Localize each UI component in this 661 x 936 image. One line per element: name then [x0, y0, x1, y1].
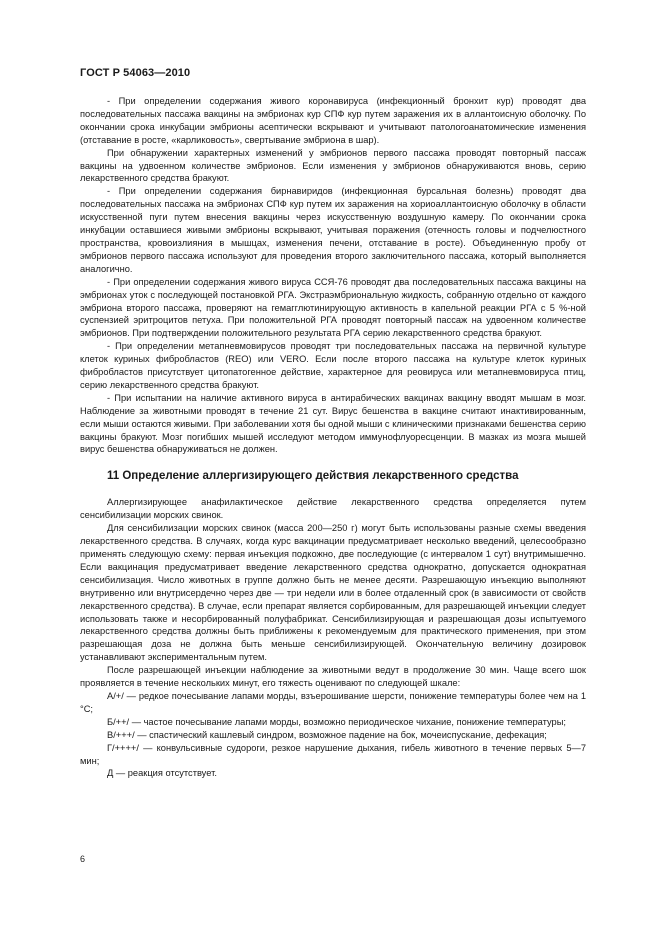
standard-designation: ГОСТ Р 54063—2010: [80, 67, 191, 79]
scale-item: Г/++++/ — конвульсивные судороги, резкое нарушение дыхания, гибель животного в течение первых 5—7 мин;: [80, 742, 586, 766]
paragraph: - При определении содержания живого вируса ССЯ-76 проводят два последовательных пассажа вакцины на эмбрионах уток с последующей постановкой РГА. Экстраэмбриональную жидкость, собранную отдельно от каждого эмбриона второго пассажа, проверяют на гемагглютинирующую активность в капельной реакции РГА с 5 %-ной суспензией эритроцитов петуха. При положительной РГА проводят повторный пассаж на удвоенном количестве эмбрионов. При подтверждении положительного результата РГА серию лекарственного средства бракуют.: [80, 276, 586, 339]
scale-item: Б/++/ — частое почесывание лапами морды, возможно периодическое чихание, понижение температуры;: [107, 716, 566, 727]
paragraph: После разрешающей инъекции наблюдение за животными ведут в продолжение 30 мин. Чаще всего шок проявляется в течение нескольких минут, его тяжесть оценивают по следующей шкале:: [80, 665, 586, 689]
paragraph: Аллергизирующее анафилактическое действие лекарственного средства определяется путем сенсибилизации морских свинок.: [80, 497, 586, 521]
section-heading: 11 Определение аллергизирующего действия лекарственного средства: [107, 470, 519, 483]
paragraph: - При определении содержания бирнавиридов (инфекционная бурсальная болезнь) проводят два последовательных пассажа на эмбрионах СПФ кур путем их заражения на хориоаллантоисную оболочку в области искусственной пуги путем внесения вакцины через искусственную воздушную камеру. По окончании срока инкубации оставшиеся живыми эмбрионы вскрывают, учитывая поражения (отечность головы и подчелюстного пространства, кровоизлияния в мышцах, изменения печени, отставание в росте). Объединенную пробу от эмбрионов первого пассажа используют для проведения второго заключительного пассажа, который выполняется аналогично.: [80, 186, 586, 274]
scale-item: В/+++/ — спастический кашлевый синдром, возможное падение на бок, мочеиспускание, дефекация;: [107, 729, 547, 740]
paragraph: При обнаружении характерных изменений у эмбрионов первого пассажа проводят повторный пассаж вакцины на удвоенном количестве эмбрионов. Если изменения у эмбрионов обнаруживаются вновь, серию лекарственного средства бракуют.: [80, 147, 586, 184]
scale-item: Д — реакция отсутствует.: [107, 768, 217, 779]
paragraph: - При испытании на наличие активного вируса в антирабических вакцинах вакцину вводят мышам в мозг. Наблюдение за животными проводят в течение 21 сут. Вирус бешенства в вакцине считают инактивированным, если мыши остаются живыми. При заболевании хотя бы одной мыши с клиническими признаками бешенства серию вакцины бракуют. Мозг погибших мышей исследуют методом иммунофлуоресценции. В мазках из мозга мышей вирус бешенства обнаруживаться не должен.: [80, 392, 586, 455]
body-text: [80, 95, 586, 780]
paragraph: Для сенсибилизации морских свинок (масса 200—250 г) могут быть использованы разные схемы введения лекарственного средства. В случаях, когда курс вакцинации предусматривает несколько введений, целесообразно применять следующую схему: первая инъекция подкожно, две последующие (с интервалом 1 сут) внутримышечно. Если вакцинация предусматривает введение лекарственного средства однократно, допускается однократная сенсибилизация. Число животных в группе должно быть не менее десяти. Разрешающую инъекцию выполняют внутривенно или внутрисердечно через две — три недели или в более отдаленный срок (в зависимости от свойств лекарственного средства). В случае, если препарат является сорбированным, для разрешающей инъекции следует использовать также и несорбированный полуфабрикат. Сенсибилизирующая и разрешающая дозы испытуемого лекарственного средства должны быть приближены к рекомендуемым для практического применения, при этом разрешающая доза не должна быть меньше сенсибилизирующей. Окончательную величину дозировок устанавливают экспериментальным путем.: [80, 523, 586, 663]
page-number: 6: [80, 854, 86, 864]
paragraph: - При определении метапневмовирусов проводят три последовательных пассажа на первичной культуре клеток куриных фибробластов (REO) или VERO. Если после второго пассажа на культуре клеток куриных фибробластов присутствует цитопатогенное действие, характерное для реовируса или метапневмовируса птиц, серию лекарственного средства бракуют.: [80, 341, 586, 390]
scale-item: А/+/ — редкое почесывание лапами морды, взъерошивание шерсти, понижение температуры более чем на 1 °С;: [80, 690, 586, 714]
paragraph: - При определении содержания живого коронавируса (инфекционный бронхит кур) проводят два последовательных пассажа вакцины на эмбрионах кур СПФ кур путем заражения их в аллантоисную оболочку. По окончании срока инкубации эмбрионы асептически вскрывают и учитывают патологоанатомические изменения (отставание в росте, «карликовость», свертывание эмбриона в шар).: [80, 96, 586, 145]
